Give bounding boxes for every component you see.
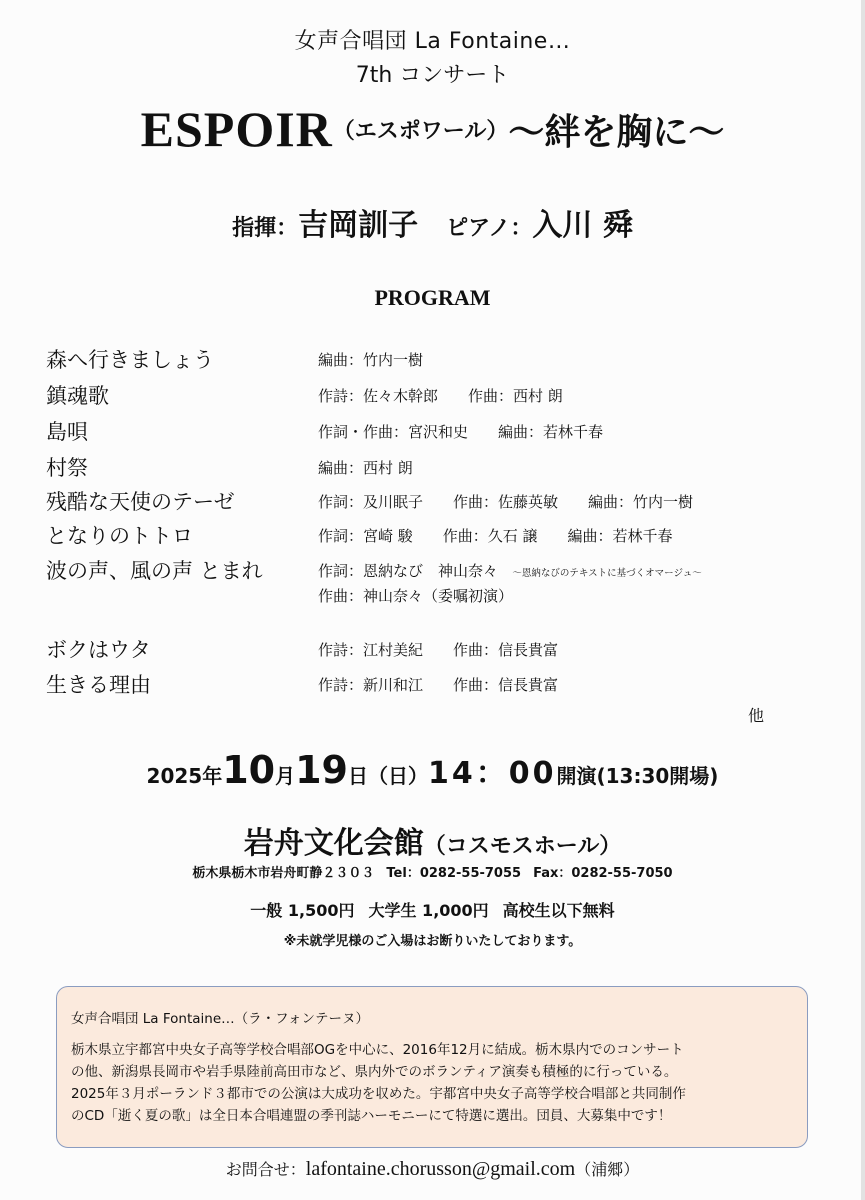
venue-tel: Tel：0282-55-7055 — [386, 866, 522, 881]
venue-address-line — [0, 862, 865, 881]
program-item-credit — [318, 560, 702, 581]
price-free: 高校生以下無料 — [502, 901, 615, 920]
program-item-credit: 作詞・作曲：宮沢和史 編曲：若林千春 — [318, 423, 604, 441]
program-item-credit: 作詩：佐々木幹郎 作曲：西村 朗 — [318, 387, 563, 405]
event-datetime — [0, 748, 865, 792]
price-student: 大学生 1,000円 — [368, 901, 489, 920]
event-year: 2025年 — [146, 764, 223, 788]
event-day: 19 — [295, 748, 348, 792]
program-item-title: ボクはウタ — [46, 638, 151, 662]
program-others: 他 — [748, 706, 765, 725]
profile-text — [71, 1039, 793, 1127]
program-item-title: 生きる理由 — [46, 673, 151, 697]
program-item-credit: 編曲：西村 朗 — [318, 459, 413, 477]
concert-title — [0, 100, 865, 158]
concert-number: 7th コンサート — [355, 63, 510, 88]
piano-name: 入川 舜 — [532, 208, 633, 243]
program-item-credit: 作詞：宮崎 駿 作曲：久石 譲 編曲：若林千春 — [318, 527, 673, 545]
venue-name: 岩舟文化会館 — [243, 826, 424, 861]
event-doors: (13:30開場) — [596, 764, 719, 788]
conductor-role: 指揮： — [232, 215, 299, 241]
program-item-credit-line2: 作曲：神山奈々（委嘱初演） — [318, 587, 514, 605]
ticket-prices — [0, 898, 865, 921]
title-reading: （エスポワール） — [332, 118, 509, 144]
choir-profile-box — [56, 986, 808, 1148]
contact-label: お問合せ： — [225, 1160, 306, 1179]
venue-fax: Fax：0282-55-7050 — [533, 866, 673, 881]
profile-line: 栃木県立宇都宮中央女子高等学校合唱部OGを中心に、2016年12月に結成。栃木県内でのコンサート — [71, 1042, 684, 1058]
piano-role: ピアノ： — [446, 215, 533, 241]
contact-line — [0, 1157, 865, 1181]
performer-credits — [0, 200, 865, 244]
program-item-title: となりのトトロ — [46, 524, 193, 548]
profile-line: 2025年３月ポーランド３都市での公演は大成功を収めた。宇都宮中央女子高等学校合唱部と共同制作 — [71, 1086, 686, 1102]
event-month: 10 — [222, 748, 276, 792]
venue-address: 栃木県栃木市岩舟町静２３０３ — [192, 866, 375, 881]
program-item-credit-text: 作詞：恩納なび 神山奈々 — [318, 562, 499, 580]
program-item-credit: 作詩：新川和江 作曲：信長貴富 — [318, 676, 559, 694]
event-time: 14：00 — [428, 756, 557, 791]
title-main: ESPOIR — [140, 101, 333, 157]
page-edge — [861, 0, 865, 1200]
title-subtitle: 〜絆を胸に〜 — [508, 111, 725, 153]
profile-line: のCD「逝く夏の歌」は全日本合唱連盟の季刊誌ハーモニーにて特選に選出。団員、大募集中です！ — [71, 1108, 672, 1124]
program-item-title: 残酷な天使のテーゼ — [46, 490, 235, 514]
program-item-title: 村祭 — [46, 456, 88, 480]
choir-name: 女声合唱団 La Fontaine… — [294, 29, 571, 54]
program-heading: PROGRAM — [374, 285, 491, 310]
event-weekday: （日） — [368, 764, 428, 788]
venue-hall: （コスモスホール） — [423, 834, 622, 859]
price-general: 一般 1,500円 — [250, 901, 355, 920]
profile-name: 女声合唱団 La Fontaine…（ラ・フォンテーヌ） — [71, 1011, 369, 1027]
program-item-credit-note: 〜恩納なびのテキストに基づくオマージュ〜 — [512, 568, 702, 579]
event-start-label: 開演 — [556, 764, 597, 788]
venue — [0, 818, 865, 862]
program-item-title: 森へ行きましょう — [46, 348, 214, 372]
program-item-title: 波の声、風の声 とまれ — [46, 559, 263, 583]
contact-person: （浦郷） — [575, 1160, 640, 1179]
program-item-credit: 作詩：江村美紀 作曲：信長貴富 — [318, 641, 559, 659]
contact-email[interactable]: lafontaine.chorusson@gmail.com — [305, 1158, 576, 1180]
program-item-credit: 編曲：竹内一樹 — [318, 351, 424, 369]
event-month-unit: 月 — [275, 764, 296, 788]
profile-line: の他、新潟県長岡市や岩手県陸前高田市など、県内外でのボランティア演奏も積極的に行っている。 — [71, 1064, 678, 1080]
program-item-title: 鎮魂歌 — [46, 384, 109, 408]
event-day-unit: 日 — [348, 764, 368, 788]
program-item-credit: 作詞：及川眠子 作曲：佐藤英敏 編曲：竹内一樹 — [318, 493, 694, 511]
conductor-name: 吉岡訓子 — [298, 208, 419, 243]
program-item-title: 島唄 — [46, 420, 88, 444]
admission-notice: ※未就学児様のご入場はお断りいたしております。 — [283, 934, 582, 949]
